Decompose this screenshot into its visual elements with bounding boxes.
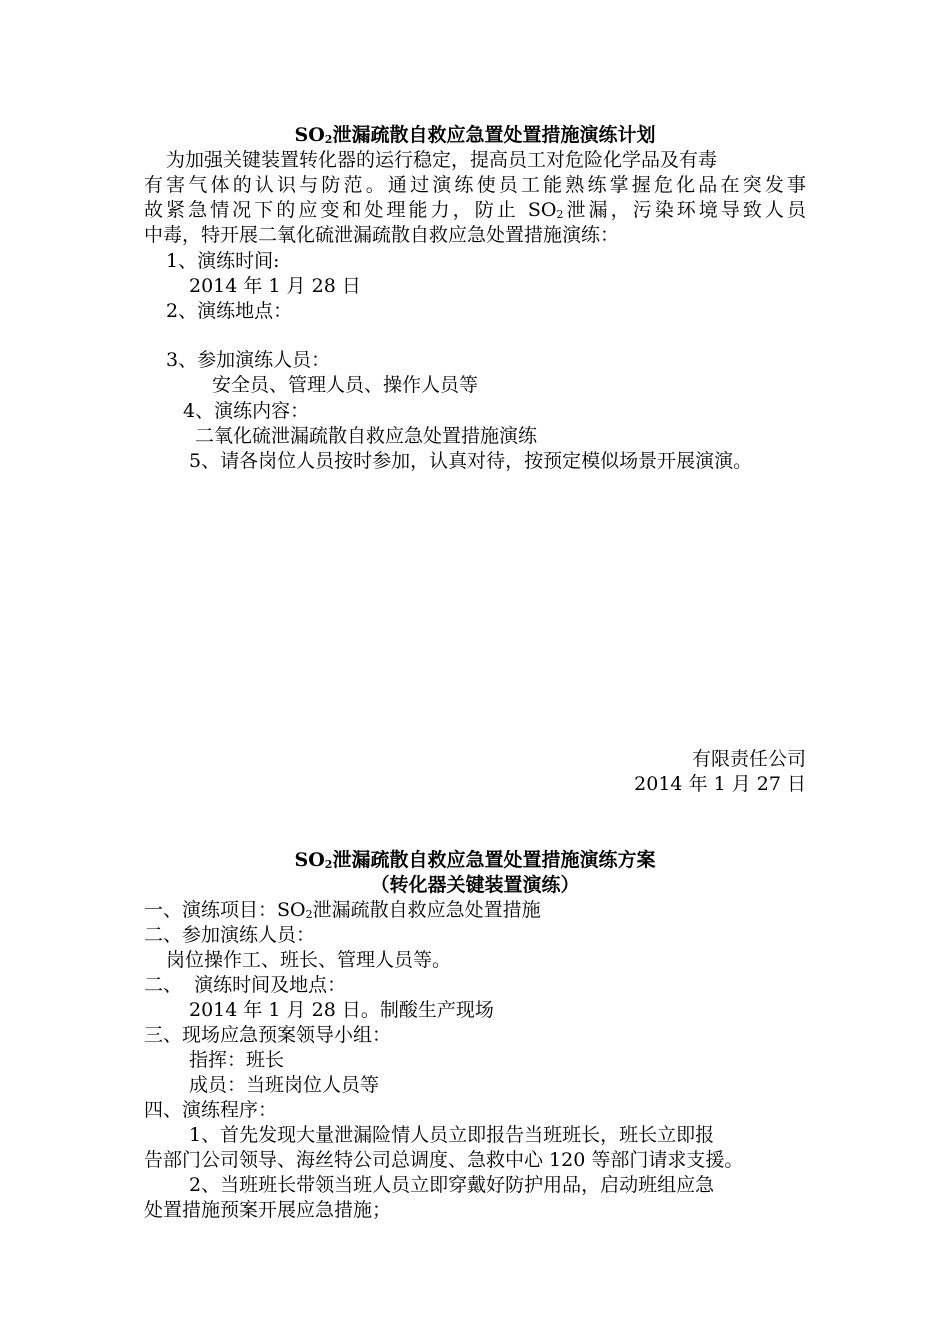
plan-item-4-value: 二氧化硫泄漏疏散自救应急处置措施演练	[195, 425, 538, 447]
plan-item-3-label: 3、参加演练人员：	[166, 349, 331, 371]
scheme-section-1: 一、演练项目：$SO_2$泄漏疏散自救应急处置措施	[144, 899, 541, 921]
plan-item-5: 5、请各岗位人员按时参加，认真对待，按预定模似场景开展演演。	[189, 450, 753, 472]
plan-item-4-label: 4、演练内容：	[183, 400, 310, 422]
procedure-2-line-2: 处置措施预案开展应急措施；	[144, 1199, 392, 1221]
plan-item-1-value: 2014 年 1 月 28 日	[189, 275, 361, 297]
plan-intro-line-4: 中毒，特开展二氧化硫泄漏疏散自救应急处置措施演练：	[144, 224, 620, 246]
procedure-1-line-2: 告部门公司领导、海丝特公司总调度、急救中心 120 等部门请求支援。	[144, 1149, 744, 1171]
signature-company: 有限责任公司	[691, 748, 806, 770]
plan-intro-line-2: 有害气体的认识与防范。通过演练使员工能熟练掌握危化品在突发事	[144, 174, 806, 196]
scheme-section-5: 四、演练程序：	[144, 1099, 278, 1121]
plan-item-2-label: 2、演练地点：	[166, 300, 293, 322]
plan-item-3-value: 安全员、管理人员、操作人员等	[212, 374, 479, 396]
scheme-section-2-value: 岗位操作工、班长、管理人员等。	[166, 949, 452, 971]
scheme-members: 成员：当班岗位人员等	[189, 1074, 380, 1096]
plan-intro-line-3: 故紧急情况下的应变和处理能力，防止 $SO_2$泄漏，污染环境导致人员	[144, 199, 806, 221]
scheme-subtitle: （转化器关键装置演练）	[370, 874, 580, 896]
scheme-section-3-value: 2014 年 1 月 28 日。制酸生产现场	[189, 999, 494, 1021]
scheme-section-2: 二、参加演练人员：	[144, 924, 316, 946]
signature-date: 2014 年 1 月 27 日	[634, 773, 806, 795]
procedure-1-line-1: 1、首先发现大量泄漏险情人员立即报告当班班长，班长立即报	[189, 1124, 715, 1146]
plan-title: $SO_2$泄漏疏散自救应急置处置措施演练计划	[294, 124, 656, 146]
plan-intro-line-1: 为加强关键装置转化器的运行稳定，提高员工对危险化学品及有毒	[166, 149, 718, 171]
plan-item-1-label: 1、演练时间:	[166, 250, 280, 272]
scheme-title: $SO_2$泄漏疏散自救应急置处置措施演练方案	[294, 849, 656, 871]
scheme-section-3: 二、 演练时间及地点：	[144, 974, 347, 996]
procedure-2-line-1: 2、当班班长带领当班人员立即穿戴好防护用品，启动班组应急	[189, 1174, 715, 1196]
scheme-section-4: 三、现场应急预案领导小组：	[144, 1024, 392, 1046]
scheme-commander: 指挥：班长	[189, 1049, 285, 1071]
